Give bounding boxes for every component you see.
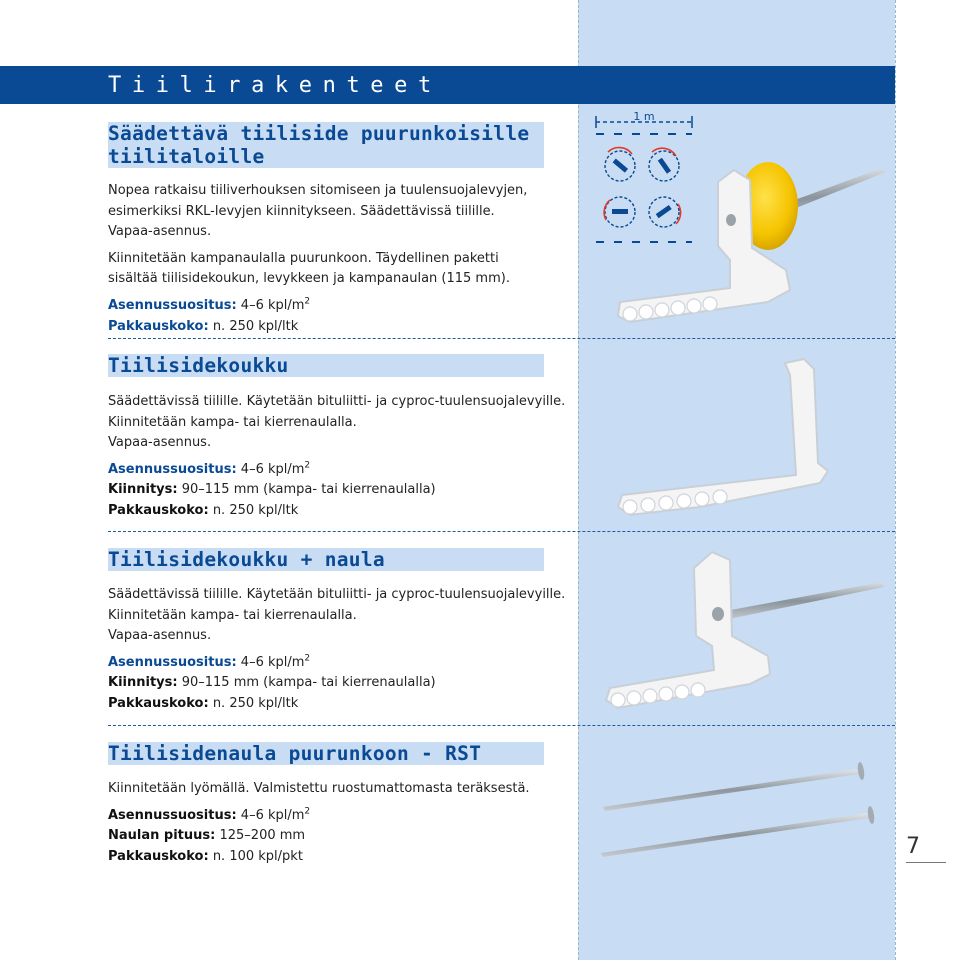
hook-icon: [606, 552, 770, 708]
section-divider: [108, 338, 895, 339]
tie-hook-with-washer-image: [600, 150, 890, 330]
spec-value: 4–6 kpl/m: [240, 654, 305, 670]
stainless-nails-image: [595, 755, 895, 865]
spec-row: [108, 694, 568, 715]
spec-label: Pakkauskoko:: [108, 502, 209, 518]
spec-label: Pakkauskoko:: [108, 318, 209, 334]
body-line: Kiinnitetään kampa- tai kierrenaulalla.: [108, 607, 357, 623]
section-3-title: Tiilisidekoukku + naula: [108, 548, 385, 571]
spec-value: 4–6 kpl/m: [240, 297, 305, 313]
nail-icon: [601, 806, 875, 857]
spec-label: Kiinnitys:: [108, 482, 178, 498]
section-1-body: [108, 181, 528, 337]
spec-row: [108, 480, 568, 501]
section-divider: [108, 531, 895, 532]
spec-label: Asennussuositus:: [108, 807, 237, 823]
spec-value: n. 250 kpl/ltk: [212, 318, 299, 334]
spec-sup: 2: [304, 460, 311, 471]
spec-label: Pakkauskoko:: [108, 848, 209, 864]
section-4-body: [108, 779, 568, 867]
section-1-paragraph: Kiinnitetään kampanaulalla puurunkoon. Täydellinen paketti sisältää tiilisidekoukun, levykkeen ja kampanaulan (115 mm).: [108, 250, 510, 287]
spec-label: Asennussuositus:: [108, 297, 237, 313]
spec-row: [108, 653, 568, 674]
page-number-rule: [906, 862, 946, 863]
spec-value: 4–6 kpl/m: [240, 807, 305, 823]
spec-value: n. 100 kpl/pkt: [212, 848, 303, 864]
spec-sup: 2: [304, 653, 311, 664]
section-divider: [108, 725, 895, 726]
nail-icon: [603, 762, 865, 811]
tie-hook-image: [600, 355, 890, 515]
body-line: Vapaa-asennus.: [108, 628, 212, 644]
spec-row: [108, 296, 528, 317]
header-title: Tiilirakenteet: [108, 73, 442, 98]
guide-line-right: [895, 0, 896, 960]
spec-row: [108, 673, 568, 694]
section-4-title-box: [108, 742, 544, 765]
body-line: Vapaa-asennus.: [108, 435, 212, 451]
section-1-title-line2: tiilitaloille: [108, 145, 265, 168]
body-line: Kiinnitetään lyömällä. Valmistettu ruostumattomasta teräksestä.: [108, 781, 530, 796]
spec-label: Pakkauskoko:: [108, 695, 209, 711]
body-line: Säädettävissä tiilille. Käytetään bituliitti- ja cyproc-tuulensuojalevyille.: [108, 587, 566, 602]
spec-row: [108, 501, 568, 522]
section-1-title: [108, 122, 544, 168]
section-2-body: [108, 392, 568, 522]
spec-label: Naulan pituus:: [108, 828, 216, 844]
section-2-title-box: [108, 354, 544, 377]
spec-row: [108, 317, 528, 338]
spec-row: [108, 460, 568, 481]
spec-row: [108, 806, 568, 827]
diagram-scale-label: 1 m: [633, 110, 655, 123]
spec-value: 125–200 mm: [219, 828, 306, 844]
tie-hook-with-nail-image: [590, 538, 890, 713]
nail-icon: [720, 582, 884, 620]
section-3-body: [108, 585, 568, 715]
spec-row: [108, 847, 568, 868]
section-1-paragraph: Nopea ratkaisu tiiliverhouksen sitomiseen ja tuulensuojalevyjen, esimerkiksi RKL-levyjen kiinnitykseen. Säädettävissä tiilille. Vapaa-asennus.: [108, 183, 528, 240]
section-2-title: Tiilisidekoukku: [108, 354, 289, 377]
spec-value: 4–6 kpl/m: [240, 461, 305, 477]
section-1-title-box: [108, 122, 544, 168]
spec-value: 90–115 mm (kampa- tai kierrenaulalla): [181, 675, 436, 691]
guide-line-left: [578, 0, 579, 960]
spec-label: Kiinnitys:: [108, 675, 178, 691]
body-line: Kiinnitetään kampa- tai kierrenaulalla.: [108, 414, 357, 430]
body-line: Säädettävissä tiilille. Käytetään bituliitti- ja cyproc-tuulensuojalevyille.: [108, 394, 566, 409]
section-4-title: Tiilisidenaula puurunkoon - RST: [108, 742, 482, 765]
spec-value: 90–115 mm (kampa- tai kierrenaulalla): [181, 482, 436, 498]
spec-sup: 2: [304, 806, 311, 817]
spec-label: Asennussuositus:: [108, 461, 237, 477]
spec-value: n. 250 kpl/ltk: [212, 502, 299, 518]
spec-label: Asennussuositus:: [108, 654, 237, 670]
section-3-title-box: [108, 548, 544, 571]
page-number: 7: [906, 834, 920, 859]
spec-value: n. 250 kpl/ltk: [212, 695, 299, 711]
section-1-title-line1: Säädettävä tiiliside puurunkoisille: [108, 122, 530, 145]
spec-row: [108, 826, 568, 847]
spec-sup: 2: [304, 296, 311, 307]
